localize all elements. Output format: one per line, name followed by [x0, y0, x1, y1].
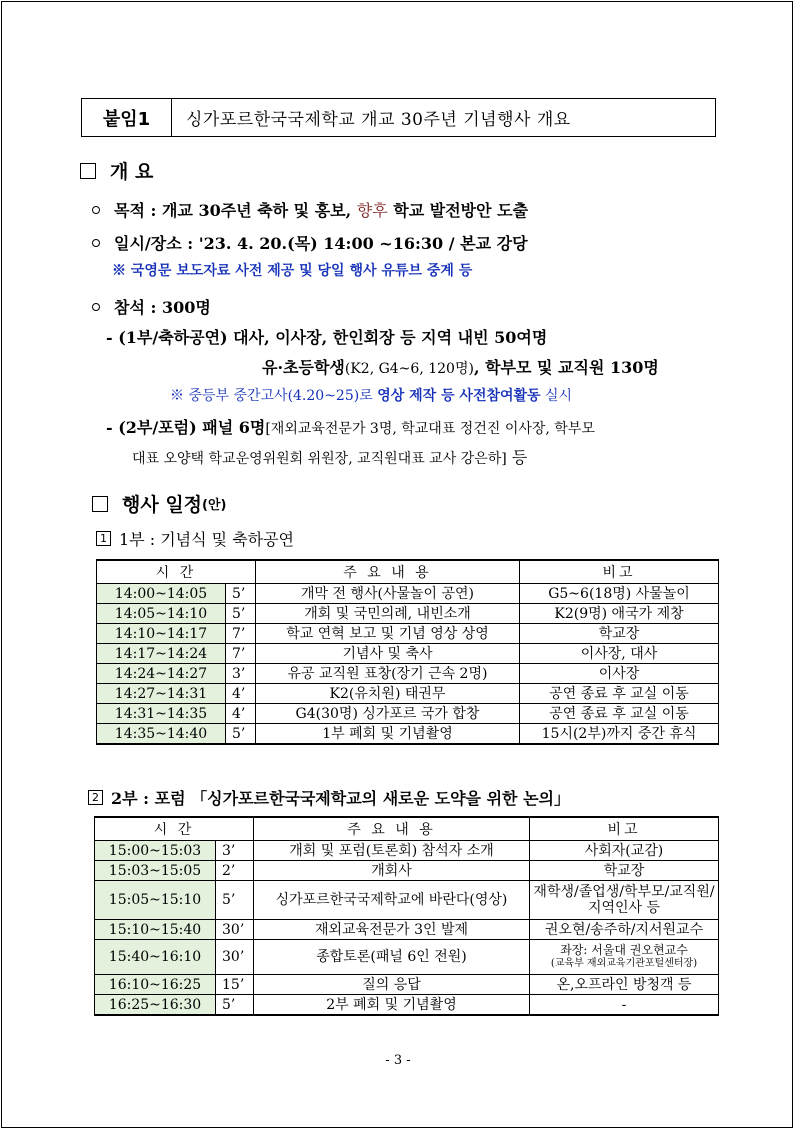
cell-duration: 5’: [216, 995, 254, 1016]
attendees-text: 참석 : 300명: [114, 298, 211, 317]
cell-time: 14:35~14:40: [97, 724, 226, 745]
cell-time: 14:31~14:35: [97, 704, 226, 724]
cell-content: 재외교육전문가 3인 발제: [254, 920, 530, 940]
cell-note: -: [530, 995, 719, 1016]
page-number: - 3 -: [385, 1053, 411, 1068]
table-row: [95, 920, 719, 940]
cell-content: 개회 및 포럼(토론회) 참석자 소개: [254, 841, 530, 861]
table-row: [95, 881, 719, 920]
section-schedule: [92, 490, 226, 517]
cell-content: G4(30명) 싱가포르 국가 합창: [256, 704, 520, 724]
table-row: [95, 861, 719, 881]
part1-parents-staff: , 학부모 및 교직원 130명: [473, 358, 659, 377]
cell-time: 14:24~14:27: [97, 664, 226, 684]
table-row: [97, 604, 719, 624]
cell-time: 14:10~14:17: [97, 624, 226, 644]
part1-students: 유·초등학생: [262, 358, 345, 377]
page-title: 싱가포르한국국제학교 개교 30주년 기념행사 개요: [186, 110, 571, 130]
title-box: [81, 98, 716, 137]
cell-note: 이사장, 대사: [520, 644, 719, 664]
part2-line-b: [132, 445, 527, 468]
cell-note: 학교장: [530, 861, 719, 881]
part1-line-b: [262, 355, 659, 378]
section-schedule-title: 행사 일정: [122, 494, 203, 516]
table-header-row: [95, 817, 719, 841]
purpose-rest: 학교 발전방안 도출: [393, 201, 529, 220]
purpose-line: [92, 198, 528, 221]
cell-time: 15:03~15:05: [95, 861, 216, 881]
cell-duration: 30’: [216, 920, 254, 940]
cell-content: 종합토론(패널 6인 전원): [254, 940, 530, 975]
checkbox-square-icon: [92, 496, 108, 512]
header-note: 비고: [520, 560, 719, 584]
section-overview-title: 개 요: [110, 161, 154, 183]
header-content: 주 요 내 용: [254, 817, 530, 841]
number-box-icon: 1: [96, 531, 111, 546]
cell-note: 공연 종료 후 교실 이동: [520, 704, 719, 724]
header-note: 비고: [530, 817, 719, 841]
section-schedule-suffix: (안): [202, 498, 227, 513]
cell-duration: 5’: [226, 604, 256, 624]
table-header-row: [97, 560, 719, 584]
cell-note: 공연 종료 후 교실 이동: [520, 684, 719, 704]
note-press: ※ 국영문 보도자료 사전 제공 및 당일 행사 유튜브 중계 등: [112, 263, 473, 279]
part2-etc: 등: [511, 448, 528, 467]
part1-students-detail: (K2, G4~6, 120명): [344, 361, 474, 377]
purpose-text: 개교 30주년 축하 및 홍보,: [161, 201, 352, 220]
schedule-table-part2: [94, 816, 719, 1016]
cell-duration: 30’: [216, 940, 254, 975]
title-tag: 붙임1: [82, 99, 172, 136]
table-row: [95, 841, 719, 861]
table-row: [97, 724, 719, 745]
cell-content: 2부 폐회 및 기념촬영: [254, 995, 530, 1016]
checkbox-square-icon: [80, 163, 96, 179]
circle-bullet-icon: [92, 303, 100, 311]
cell-time: 15:40~16:10: [95, 940, 216, 975]
cell-note: 학교장: [520, 624, 719, 644]
cell-content: 개회사: [254, 861, 530, 881]
schedule-table-part1: [96, 559, 719, 745]
sub-part2: [88, 786, 570, 809]
cell-content: K2(유치원) 태권무: [256, 684, 520, 704]
sub-part1-title: 1부 : 기념식 및 축하공연: [119, 530, 295, 549]
table-row: [97, 584, 719, 604]
cell-duration: 5’: [226, 724, 256, 745]
table-row: [97, 704, 719, 724]
cell-note-main: 좌장: 서울대 권오현교수: [560, 943, 688, 957]
cell-time: 16:10~16:25: [95, 975, 216, 995]
cell-note: 사회자(교감): [530, 841, 719, 861]
cell-note: K2(9명) 애국가 제창: [520, 604, 719, 624]
cell-note: G5~6(18명) 사물놀이: [520, 584, 719, 604]
attendees-line: [92, 295, 211, 318]
cell-duration: 7’: [226, 644, 256, 664]
note-midterm-b: 영상 제작 등 사전참여활동: [377, 388, 541, 404]
cell-time: 14:05~14:10: [97, 604, 226, 624]
part2-panel: - (2부/포럼) 패널 6명: [106, 418, 266, 437]
table-row: [97, 684, 719, 704]
cell-note: 이사장: [520, 664, 719, 684]
datetime-line: [92, 231, 528, 254]
note-midterm: [170, 385, 572, 405]
cell-time: 14:00~14:05: [97, 584, 226, 604]
cell-duration: 5’: [226, 584, 256, 604]
header-content: 주 요 내 용: [256, 560, 520, 584]
cell-duration: 4’: [226, 704, 256, 724]
cell-duration: 7’: [226, 624, 256, 644]
table-row: [97, 664, 719, 684]
table-row: [97, 624, 719, 644]
circle-bullet-icon: [92, 239, 100, 247]
cell-time: 14:17~14:24: [97, 644, 226, 664]
cell-duration: 4’: [226, 684, 256, 704]
cell-content: 유공 교직원 표창(장기 근속 2명): [256, 664, 520, 684]
part1-line-a: - (1부/축하공연) 대사, 이사장, 한인회장 등 지역 내빈 50여명: [106, 328, 548, 347]
sub-part1: [96, 527, 294, 550]
cell-content: 기념사 및 축사: [256, 644, 520, 664]
cell-content: 질의 응답: [254, 975, 530, 995]
note-midterm-c: 실시: [545, 388, 573, 404]
cell-time: 16:25~16:30: [95, 995, 216, 1016]
table-row: [97, 644, 719, 664]
cell-duration: 2’: [216, 861, 254, 881]
note-midterm-a: ※ 중등부 중간고사(4.20~25)로: [170, 388, 373, 404]
cell-duration: 15’: [216, 975, 254, 995]
cell-note: 재학생/졸업생/학부모/교직원/지역인사 등: [530, 881, 719, 920]
cell-note: 15시(2부)까지 중간 휴식: [520, 724, 719, 745]
cell-content: 개막 전 행사(사물놀이 공연): [256, 584, 520, 604]
cell-content: 개회 및 국민의례, 내빈소개: [256, 604, 520, 624]
cell-duration: 5’: [216, 881, 254, 920]
cell-time: 15:05~15:10: [95, 881, 216, 920]
section-overview: [80, 157, 153, 184]
part2-panel-detail-2: 대표 오양택 학교운영위원회 위원장, 교직원대표 교사 강은하]: [132, 451, 507, 467]
table-row: [95, 940, 719, 975]
cell-duration: 3’: [216, 841, 254, 861]
cell-content: 싱가포르한국국제학교에 바란다(영상): [254, 881, 530, 920]
cell-note: [530, 940, 719, 975]
cell-note: 온,오프라인 방청객 등: [530, 975, 719, 995]
cell-note: 권오현/송주하/지서원교수: [530, 920, 719, 940]
cell-time: 15:10~15:40: [95, 920, 216, 940]
header-time: 시 간: [95, 817, 254, 841]
table-row: [95, 995, 719, 1016]
table-row: [95, 975, 719, 995]
purpose-label: 목적 :: [114, 201, 157, 220]
number-box-icon: 2: [88, 790, 103, 805]
cell-content: 1부 폐회 및 기념촬영: [256, 724, 520, 745]
datetime-text: 일시/장소 : '23. 4. 20.(목) 14:00 ~16:30 / 본교 강당: [114, 234, 528, 253]
cell-time: 15:00~15:03: [95, 841, 216, 861]
part2-panel-detail: [재외교육전문가 3명, 학교대표 정건진 이사장, 학부모: [265, 421, 595, 437]
cell-time: 14:27~14:31: [97, 684, 226, 704]
cell-duration: 3’: [226, 664, 256, 684]
cell-content: 학교 연혁 보고 및 기념 영상 상영: [256, 624, 520, 644]
purpose-highlight: 향후: [356, 201, 388, 220]
cell-note-sub: (교육부 재외교육기관포털센터장): [550, 958, 698, 969]
part2-line-a: [106, 415, 595, 438]
sub-part2-title: 2부 : 포럼 「싱가포르한국국제학교의 새로운 도약을 위한 논의」: [111, 789, 570, 808]
circle-bullet-icon: [92, 206, 100, 214]
header-time: 시 간: [97, 560, 256, 584]
